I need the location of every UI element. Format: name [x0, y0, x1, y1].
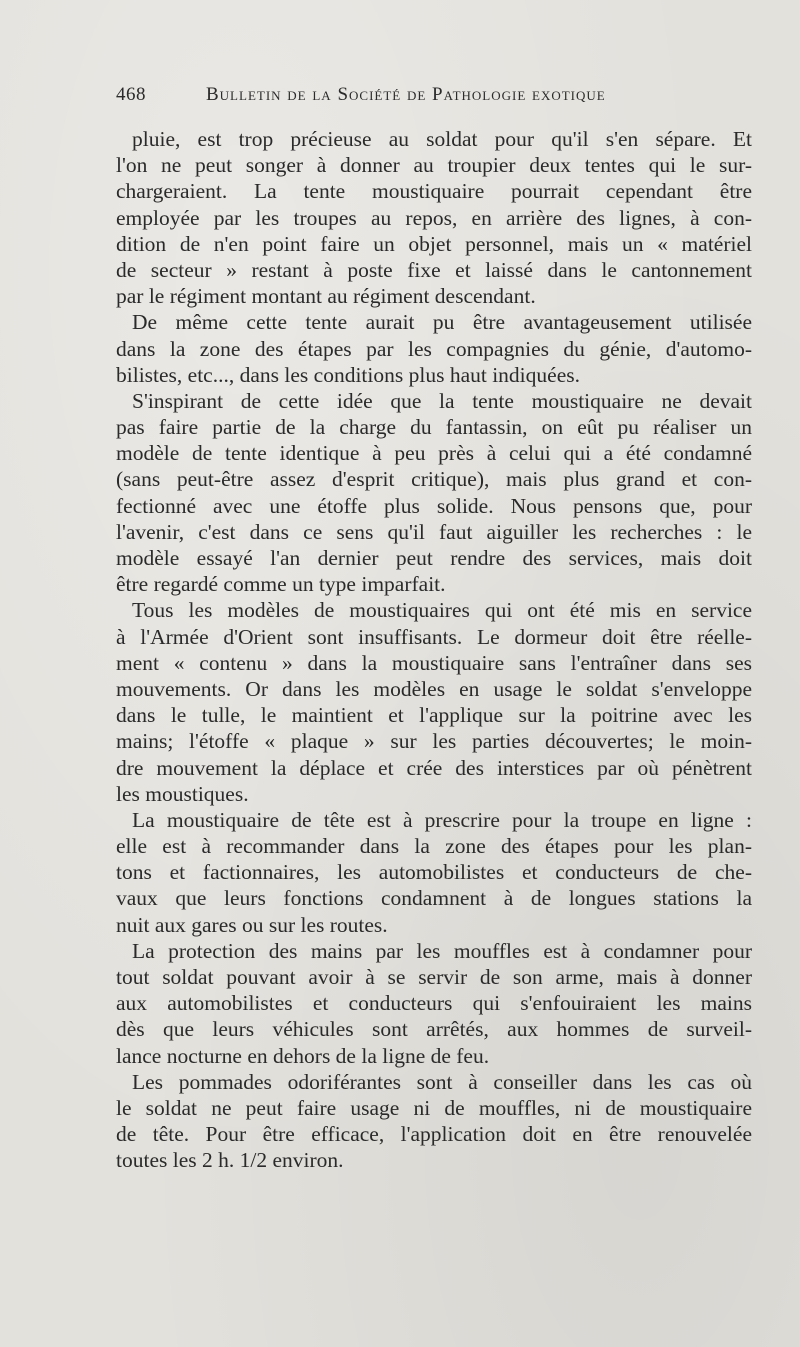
text-line: (sans peut-être assez d'esprit critique), mais plus grand et con-: [116, 467, 752, 492]
text-line: tons et factionnaires, les automobilistes et conducteurs de che-: [116, 860, 752, 885]
text-line: chargeraient. La tente moustiquaire pourrait cependant être: [116, 179, 752, 204]
text-line: aux automobilistes et conducteurs qui s'enfouiraient les mains: [116, 991, 752, 1016]
text-line: les moustiques.: [116, 781, 249, 806]
journal-title: Bulletin de la Société de Pathologie exotique: [206, 84, 606, 105]
text-line: fectionné avec une étoffe plus solide. Nous pensons que, pour: [116, 493, 752, 518]
text-line: De même cette tente aurait pu être avantageusement utilisée: [132, 310, 752, 335]
text-line: dition de n'en point faire un objet personnel, mais un « matériel: [116, 231, 752, 256]
text-line: l'avenir, c'est dans ce sens qu'il faut aiguiller les recherches : le: [116, 519, 752, 544]
paragraph: [116, 597, 752, 807]
text-line: pas faire partie de la charge du fantassin, on eût pu réaliser un: [116, 415, 752, 440]
page-number: 468: [116, 84, 146, 105]
text-line: vaux que leurs fonctions condamnent à de longues stations la: [116, 886, 752, 911]
text-line: S'inspirant de cette idée que la tente moustiquaire ne devait: [132, 388, 752, 413]
text-line: La moustiquaire de tête est à prescrire pour la troupe en ligne :: [132, 807, 752, 832]
text-line: de secteur » restant à poste fixe et laissé dans le cantonnement: [116, 257, 752, 282]
text-line: modèle de tente identique à peu près à celui qui a été condamné: [116, 441, 752, 466]
text-line: le soldat ne peut faire usage ni de mouffles, ni de moustiquaire: [116, 1095, 752, 1120]
body-text: [116, 126, 752, 1174]
text-line: par le régiment montant au régiment descendant.: [116, 284, 536, 309]
text-line: mouvements. Or dans les modèles en usage le soldat s'enveloppe: [116, 676, 752, 701]
text-line: dans la zone des étapes par les compagnies du génie, d'automo-: [116, 336, 752, 361]
text-line: La protection des mains par les mouffles est à condamner pour: [132, 938, 752, 963]
text-line: être regardé comme un type imparfait.: [116, 572, 446, 597]
text-line: ment « contenu » dans la moustiquaire sans l'entraîner dans ses: [116, 650, 752, 675]
text-line: dans le tulle, le maintient et l'applique sur la poitrine avec les: [116, 703, 752, 728]
text-line: à l'Armée d'Orient sont insuffisants. Le dormeur doit être réelle-: [116, 624, 752, 649]
paragraph: [116, 388, 752, 598]
text-line: elle est à recommander dans la zone des étapes pour les plan-: [116, 834, 752, 859]
text-line: dre mouvement la déplace et crée des interstices par où pénètrent: [116, 755, 752, 780]
text-line: lance nocturne en dehors de la ligne de feu.: [116, 1043, 490, 1068]
text-line: pluie, est trop précieuse au soldat pour qu'il s'en sépare. Et: [132, 127, 752, 151]
text-line: dès que leurs véhicules sont arrêtés, aux hommes de surveil-: [116, 1017, 752, 1042]
text-line: modèle essayé l'an dernier peut rendre des services, mais doit: [116, 546, 752, 570]
text-line: Les pommades odoriférantes sont à conseiller dans les cas où: [132, 1069, 752, 1094]
text-line: tout soldat pouvant avoir à se servir de son arme, mais à donner: [116, 965, 752, 989]
paragraph: [116, 807, 752, 938]
text-line: toutes les 2 h. 1/2 environ.: [116, 1148, 344, 1173]
text-line: bilistes, etc..., dans les conditions plus haut indiquées.: [116, 362, 580, 387]
text-line: mains; l'étoffe « plaque » sur les parties découvertes; le moin-: [116, 729, 752, 754]
paragraph: [116, 309, 752, 388]
text-line: de tête. Pour être efficace, l'application doit en être renouvelée: [116, 1122, 752, 1147]
paragraph: [116, 126, 752, 309]
running-head: [116, 84, 668, 114]
paragraph: [116, 938, 752, 1069]
text-line: l'on ne peut songer à donner au troupier deux tentes qui le sur-: [116, 153, 752, 178]
text-line: nuit aux gares ou sur les routes.: [116, 912, 388, 937]
paragraph: [116, 1069, 752, 1174]
text-line: employée par les troupes au repos, en arrière des lignes, à con-: [116, 205, 752, 230]
text-line: Tous les modèles de moustiquaires qui ont été mis en service: [132, 598, 752, 623]
